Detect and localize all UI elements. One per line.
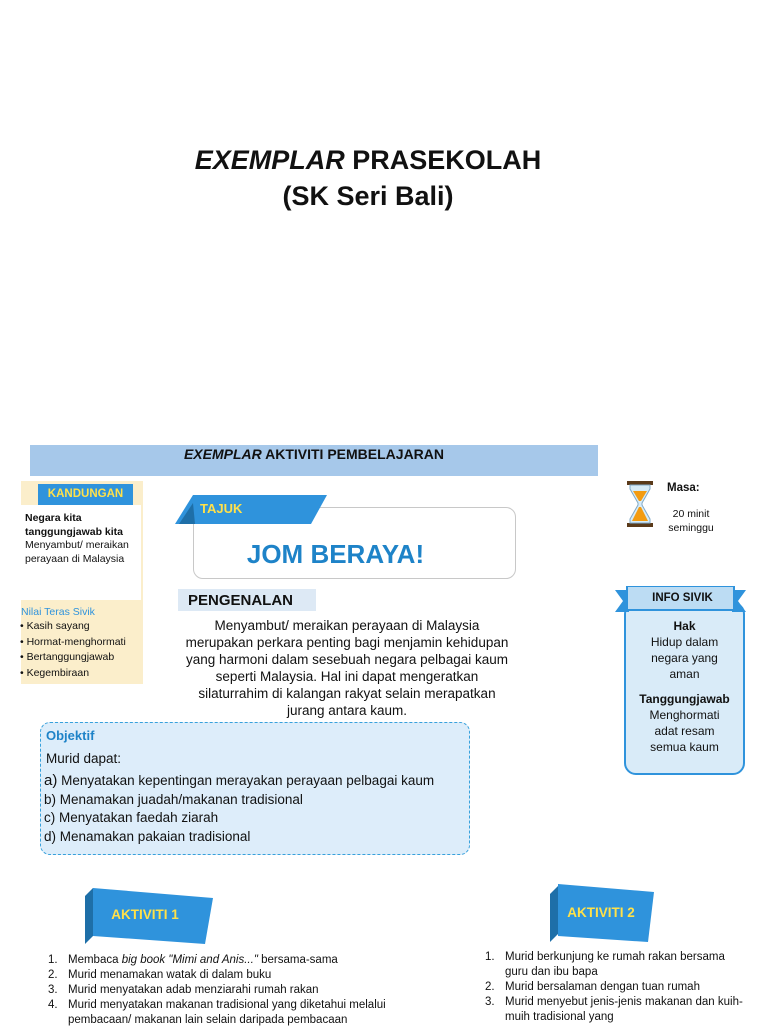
hourglass-icon xyxy=(625,481,655,527)
objektif-item: a) Menyatakan kepentingan merayakan perayaan pelbagai kaum xyxy=(44,772,435,789)
aktiviti2-item: 3. Murid menyebut jenis-jenis makanan dan kuih-muih tradisional yang xyxy=(485,996,743,1023)
nilai-list xyxy=(20,619,145,681)
hak-text: Hidup dalam negara yang aman xyxy=(650,635,719,681)
title-line1: EXEMPLAR PRASEKOLAH xyxy=(194,145,542,175)
nilai-item: • Bertanggungjawab xyxy=(20,650,145,666)
masa-label: Masa: xyxy=(667,482,700,494)
objektif-item: d) Menamakan pakaian tradisional xyxy=(44,828,251,844)
title-line2: (SK Seri Bali) xyxy=(282,181,454,211)
aktiviti1-item: 4. Murid menyatakan makanan tradisional yang diketahui melalui pembacaan/ makanan lain selain daripada pembacaan xyxy=(48,999,386,1026)
tajuk-label: TAJUK xyxy=(200,501,243,516)
kandungan-bold-text: Negara kita tanggungjawab kita xyxy=(25,512,124,538)
nilai-item: • Kasih sayang xyxy=(20,619,145,635)
masa-value: 20 minit seminggu xyxy=(668,508,714,534)
hak-title: Hak xyxy=(673,619,696,633)
lesson-title: JOM BERAYA! xyxy=(246,539,425,569)
objektif-item: c) Menyatakan faedah ziarah xyxy=(44,810,219,825)
aktiviti1-item: 2. Murid menamakan watak di dalam buku xyxy=(48,969,272,981)
objektif-title: Objektif xyxy=(46,728,95,743)
kandungan-label: KANDUNGAN xyxy=(38,484,133,505)
aktiviti1-item: 1. Membaca big book "Mimi and Anis..." bersama-sama xyxy=(48,954,338,966)
kandungan-text: Menyambut/ meraikan perayaan di Malaysia xyxy=(25,539,129,565)
objektif-item: b) Menamakan juadah/makanan tradisional xyxy=(44,791,303,807)
pengenalan-label: PENGENALAN xyxy=(188,592,294,609)
objektif-list xyxy=(44,772,468,846)
aktiviti1-label: AKTIVITI 1 xyxy=(111,907,179,922)
aktiviti2-label: AKTIVITI 2 xyxy=(567,905,635,920)
tanggungjawab-text: Menghormati adat resam semua kaum xyxy=(649,708,720,754)
info-sivik-label: INFO SIVIK xyxy=(652,592,713,604)
objektif-intro: Murid dapat: xyxy=(46,751,122,766)
aktiviti1-list xyxy=(48,953,443,1028)
aktiviti2-list xyxy=(485,950,745,1025)
pengenalan-text: Menyambut/ meraikan perayaan di Malaysia merupakan perkara penting bagi menjamin kehidupan yang harmoni dalam sesebuah negara pelbagai kaum seperti Malaysia. Hal ini dapat mengeratkan silaturrahim di kalangan rakyat selain merapatkan jurang antara kaum. xyxy=(185,618,509,718)
tanggungjawab-title: Tanggungjawab xyxy=(639,692,730,706)
page-title xyxy=(0,142,736,214)
nilai-item: • Kegembiraan xyxy=(20,666,145,682)
nilai-title: Nilai Teras Sivik xyxy=(21,606,95,618)
aktiviti2-item: 1. Murid berkunjung ke rumah rakan bersama guru dan ibu bapa xyxy=(485,951,725,978)
aktiviti1-item: 3. Murid menyatakan adab menziarahi rumah rakan xyxy=(48,984,319,996)
nilai-item: • Hormat-menghormati xyxy=(20,635,145,651)
band-heading: EXEMPLAR AKTIVITI PEMBELAJARAN xyxy=(183,446,445,462)
info-sivik-content xyxy=(626,618,743,755)
aktiviti2-item: 2. Murid bersalaman dengan tuan rumah xyxy=(485,981,700,993)
